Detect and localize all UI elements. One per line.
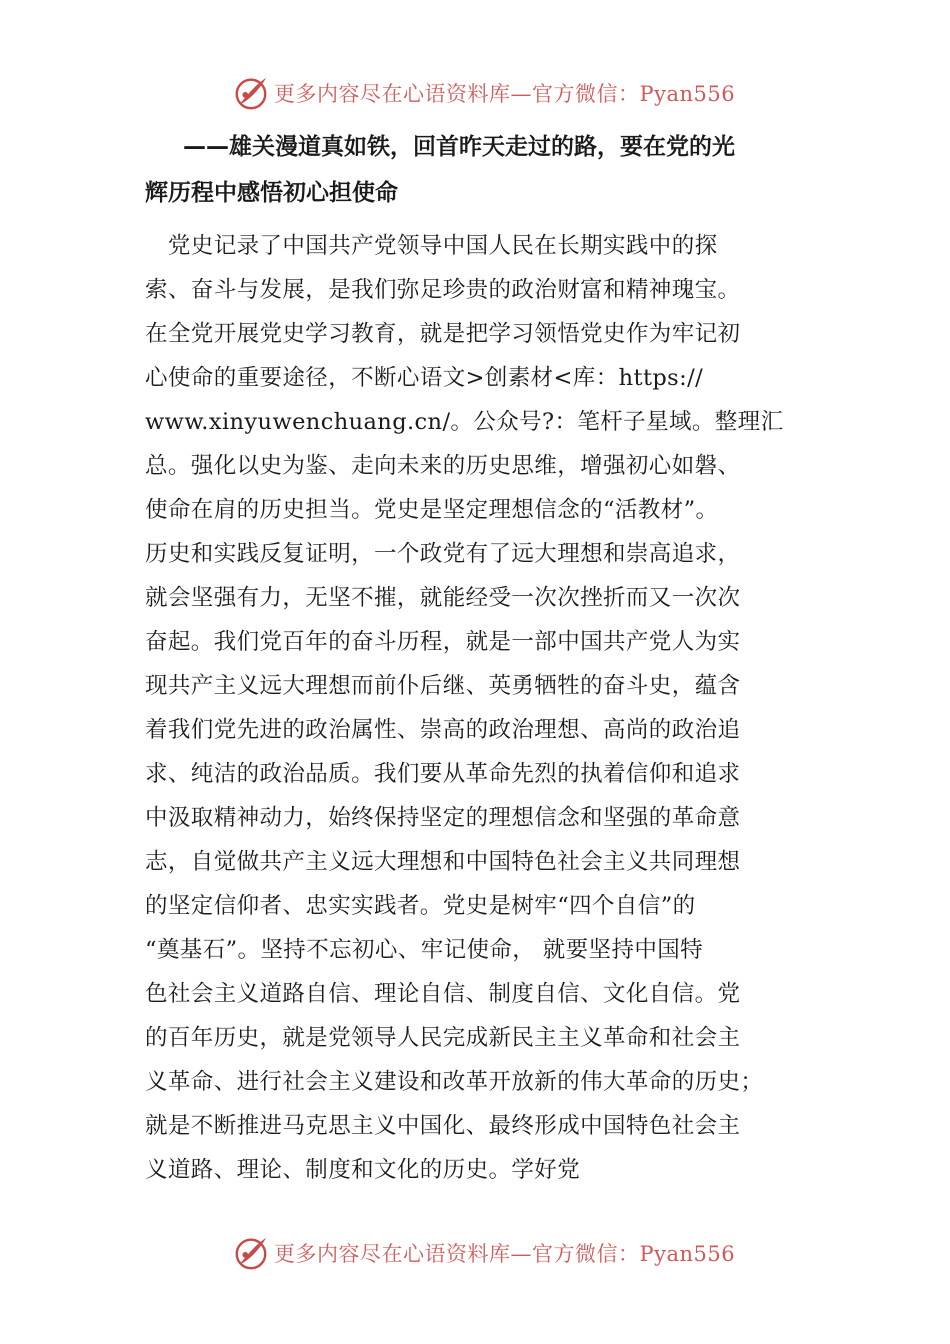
banner-text: 更多内容尽在心语资料库—官方微信：Pyan556: [274, 82, 736, 106]
body-line: 心使命的重要途径，不断心语文>创素材<库：https://: [145, 365, 704, 391]
body-line: 着我们党先进的政治属性、崇高的政治理想、高尚的政治追: [145, 717, 741, 743]
body-line: www.xinyuwenchuang.cn/。公众号?：笔杆子星域。整理汇: [145, 409, 784, 435]
body-line: “奠基石”。坚持不忘初心、牢记使命， 就要坚持中国特: [145, 937, 704, 963]
body-line: 索、奋斗与发展，是我们弥足珍贵的政治财富和精神瑰宝。: [145, 277, 741, 303]
body-line: 志，自觉做共产主义远大理想和中国特色社会主义共同理想: [145, 849, 741, 875]
body-line: 就是不断推进马克思主义中国化、最终形成中国特色社会主: [145, 1113, 741, 1139]
quill-circle-logo-icon: [232, 1234, 270, 1272]
article-body: [145, 224, 825, 1192]
subtitle-line-2: 辉历程中感悟初心担使命: [145, 180, 398, 206]
body-line: 的坚定信仰者、忠实实践者。党史是树牢“四个自信”的: [145, 893, 696, 919]
quill-circle-logo-icon: [232, 74, 270, 112]
body-line: 使命在肩的历史担当。党史是坚定理想信念的“活教材”。: [145, 497, 719, 523]
body-line: 在全党开展党史学习教育，就是把学习领悟党史作为牢记初: [145, 321, 741, 347]
article-subtitle: [145, 124, 805, 216]
banner-text: 更多内容尽在心语资料库—官方微信：Pyan556: [274, 1242, 736, 1266]
body-line: 奋起。我们党百年的奋斗历程，就是一部中国共产党人为实: [145, 629, 741, 655]
body-line: 现共产主义远大理想而前仆后继、英勇牺牲的奋斗史，蕴含: [145, 673, 741, 699]
body-line: 历史和实践反复证明，一个政党有了远大理想和崇高追求，: [145, 541, 741, 567]
body-line: 总。强化以史为鉴、走向未来的历史思维，增强初心如磐、: [145, 453, 741, 479]
body-line: 就会坚强有力，无坚不摧，就能经受一次次挫折而又一次次: [145, 585, 741, 611]
footer-banner: [232, 1233, 752, 1273]
body-line: 色社会主义道路自信、理论自信、制度自信、文化自信。党: [145, 981, 741, 1007]
subtitle-line-1: ——雄关漫道真如铁，回首昨天走过的路，要在党的光: [183, 134, 735, 160]
body-line: 义道路、理论、制度和文化的历史。学好党: [145, 1157, 581, 1183]
body-line: 中汲取精神动力，始终保持坚定的理想信念和坚强的革命意: [145, 805, 741, 831]
body-line: 义革命、进行社会主义建设和改革开放新的伟大革命的历史；: [145, 1069, 764, 1095]
body-line: 党史记录了中国共产党领导中国人民在长期实践中的探: [145, 233, 718, 259]
header-banner: [232, 73, 752, 113]
body-line: 的百年历史，就是党领导人民完成新民主主义革命和社会主: [145, 1025, 741, 1051]
body-line: 求、纯洁的政治品质。我们要从革命先烈的执着信仰和追求: [145, 761, 741, 787]
